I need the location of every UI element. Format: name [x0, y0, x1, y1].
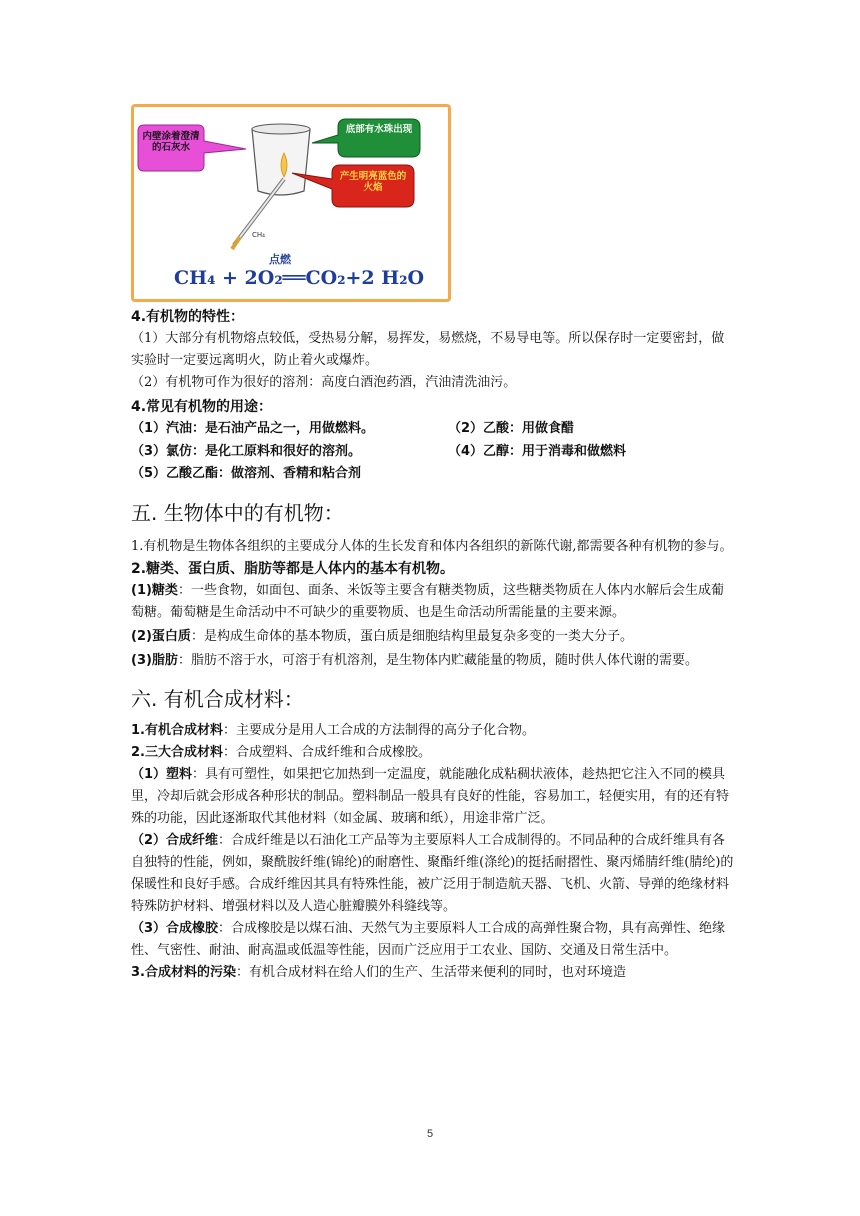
- rubber-text: ：合成橡胶是以煤石油、天然气为主要原料人工合成的高弹性聚合物，具有高弹性、绝缘性、气密性、耐油、耐高温或低温等性能，因而广泛应用于工农业、国防、交通及日常生活中。: [131, 920, 726, 958]
- sugar-paragraph: [131, 580, 735, 624]
- properties-heading: 4.有机物的特性：: [131, 309, 245, 325]
- section-5-subheading: 2.糖类、蛋白质、脂肪等都是人体内的基本有机物。: [131, 560, 455, 577]
- fiber-text: ：合成纤维是以石油化工产品等为主要原料人工合成制得的。不同品种的合成纤维具有各自独特的性能，例如，聚酰胺纤维(锦纶)的耐磨性、聚酯纤维(涤纶)的挺括耐摺性、聚丙烯腈纤维(腈纶)的保暖性和良好手感。合成纤维因其具有特殊性能，被广泛用于制造航天器、飞机、火箭、导弹的绝缘材料特殊防护材料、增强材料以及人造心脏瓣膜外科缝线等。: [131, 832, 734, 914]
- page-content: [131, 104, 735, 984]
- bubble-limewater-text: 内壁涂着澄清的石灰水: [142, 131, 200, 154]
- three-materials-text: ：合成塑料、合成纤维和合成橡胶。: [222, 744, 431, 760]
- combustion-equation: CH₄ + 2O₂══CO₂+2 H₂O: [174, 267, 425, 289]
- list-item: （2）乙酸：用做食醋: [448, 421, 575, 436]
- synthetic-definition: [131, 720, 735, 742]
- list-item: （4）乙醇：用于消毒和做燃料: [448, 443, 627, 459]
- uses-heading: 4.常见有机物的用途：: [131, 399, 273, 415]
- uses-section: [131, 396, 735, 486]
- three-materials-term: 2.三大合成材料: [131, 744, 223, 760]
- list-item: （1）汽油：是石油产品之一，用做燃料。: [131, 421, 375, 436]
- synthetic-definition-text: ：主要成分是用人工合成的方法制得的高分子化合物。: [222, 722, 535, 738]
- properties-paragraph-1: （1）大部分有机物熔点较低，受热易分解，易挥发，易燃烧，不易导电等。所以保存时一定要密封，做实验时一定要远离明火，防止着火或爆炸。: [131, 331, 725, 368]
- fiber-paragraph: [131, 830, 735, 918]
- fiber-term: （2）合成纤维: [131, 832, 219, 848]
- synthetic-materials-section: [131, 684, 735, 984]
- pollution-paragraph: [131, 962, 735, 984]
- sugar-text: ：一些食物，如面包、面条、米饭等主要含有糖类物质，这些糖类物质在人体内水解后会生成葡萄糖。葡萄糖是生命活动中不可缺少的重要物质、也是生命活动所需能量的主要来源。: [131, 582, 724, 620]
- list-item: （5）乙酸乙酯：做溶剂、香精和粘合剂: [131, 466, 362, 481]
- rubber-paragraph: [131, 918, 735, 962]
- tube-label: CH₄: [252, 231, 265, 239]
- three-materials: [131, 742, 735, 764]
- protein-term: (2)蛋白质: [131, 628, 191, 644]
- bubble-blue-flame-text: 产生明亮蓝色的火焰: [339, 171, 407, 194]
- properties-paragraph-2: （2）有机物可作为很好的溶剂：高度白酒泡药酒，汽油清洗油污。: [131, 375, 517, 390]
- pollution-term: 3.合成材料的污染: [131, 964, 236, 980]
- page-number: 5: [426, 1128, 434, 1140]
- plastic-text: ：具有可塑性，如果把它加热到一定温度，就能融化成粘稠状液体，趁热把它注入不同的模具里，冷却后就会形成各种形状的制品。塑料制品一般具有良好的性能，容易加工，轻便实用，有的还有特殊的功能，因此逐渐取代其他材料（如金属、玻璃和纸），用途非常广泛。: [131, 766, 730, 826]
- bubble-water-drops-text: 底部有水珠出现: [345, 124, 413, 135]
- equation-condition: 点燃: [269, 253, 291, 266]
- pollution-text: ：有机合成材料在给人们的生产、生活带来便利的同时，也对环境造: [235, 964, 626, 980]
- section-5-paragraph-1: 1.有机物是生物体各组织的主要成分人体的生长发育和体内各组织的新陈代谢,都需要各种有机物的参与。: [131, 538, 733, 554]
- synthetic-definition-term: 1.有机合成材料: [131, 722, 223, 738]
- methane-combustion-figure: [131, 104, 451, 302]
- section-5-title: 五. 生物体中的有机物：: [131, 500, 344, 525]
- plastic-term: （1）塑料: [131, 766, 193, 782]
- protein-paragraph: [131, 626, 735, 648]
- biological-organics-section: [131, 498, 735, 672]
- list-item: （3）氯仿：是化工原料和很好的溶剂。: [131, 443, 362, 459]
- fat-paragraph: [131, 650, 735, 672]
- protein-text: ：是构成生命体的基本物质，蛋白质是细胞结构里最复杂多变的一类大分子。: [190, 628, 633, 644]
- uses-list: [131, 418, 735, 486]
- section-6-title: 六. 有机合成材料：: [131, 686, 304, 711]
- properties-section: [131, 306, 735, 394]
- sugar-term: (1)糖类: [131, 582, 178, 598]
- fat-term: (3)脂肪: [131, 652, 178, 668]
- fat-text: ：脂肪不溶于水，可溶于有机溶剂，是生物体内贮藏能量的物质，随时供人体代谢的需要。: [177, 652, 698, 668]
- plastic-paragraph: [131, 764, 735, 830]
- rubber-term: （3）合成橡胶: [131, 920, 219, 936]
